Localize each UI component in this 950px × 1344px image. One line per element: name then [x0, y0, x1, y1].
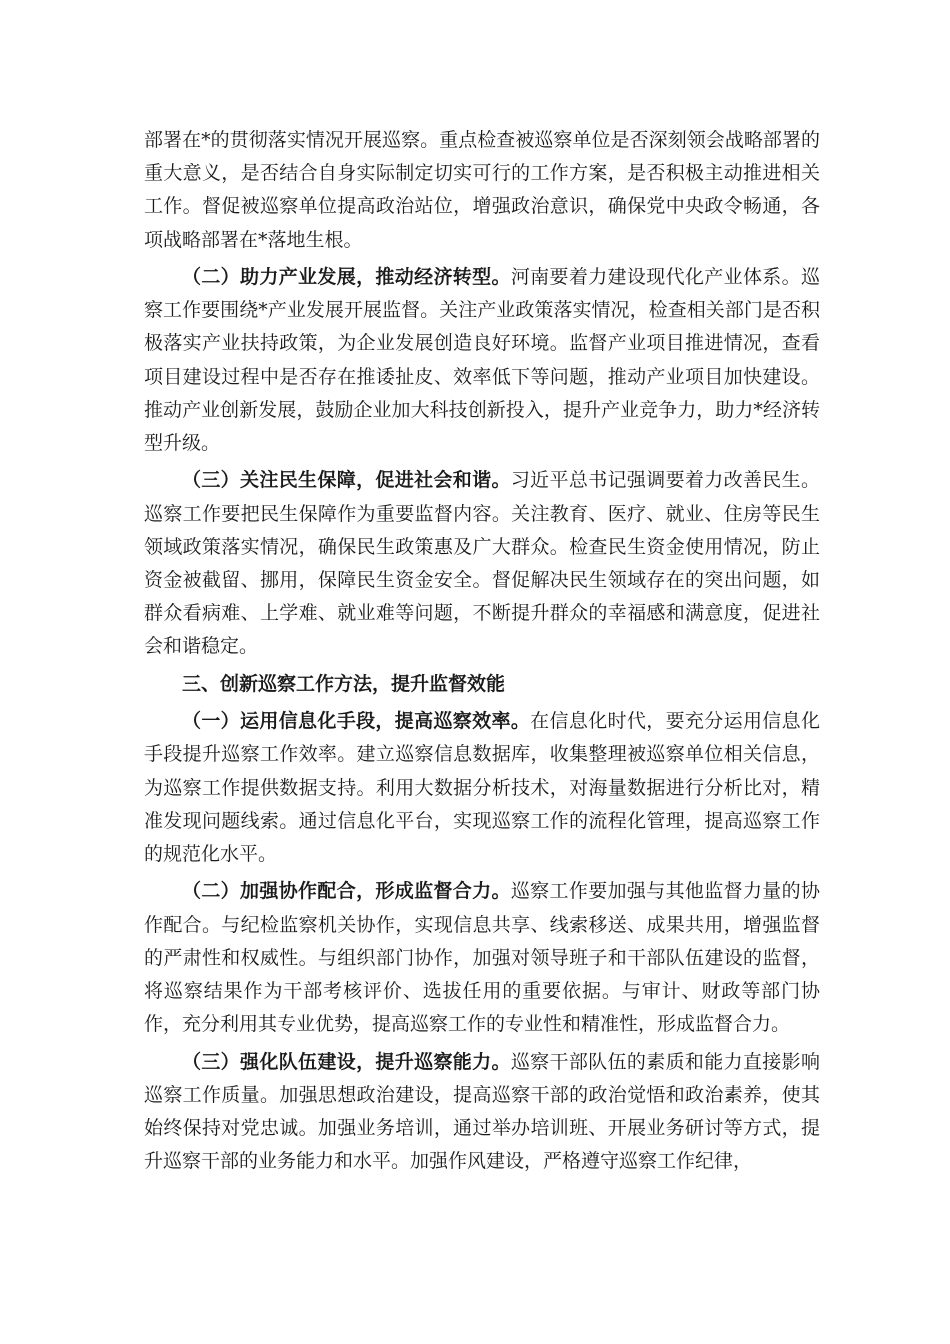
section-heading: 三、创新巡察工作方法，提升监督效能: [182, 672, 506, 695]
paragraph-industry: [144, 261, 820, 460]
paragraph-lead: （二）助力产业发展，推动经济转型。: [182, 266, 511, 288]
paragraph-text: 巡察干部队伍的素质和能力直接影响巡察工作质量。加强思想政治建设，提高巡察干部的政治觉悟和政治素养，使其始终保持对党忠诚。加强业务培训，通过举办培训班、开展业务研讨等方式，提升巡察干部的业务能力和水平。加强作风建设，严格遵守巡察工作纪律，: [144, 1050, 820, 1173]
paragraph-text: 在信息化时代，要充分运用信息化手段提升巡察工作效率。建立巡察信息数据库，收集整理被巡察单位相关信息，为巡察工作提供数据支持。利用大数据分析技术，对海量数据进行分析比对，精准发现问题线索。通过信息化平台，实现巡察工作的流程化管理，提高巡察工作的规范化水平。: [144, 710, 820, 866]
paragraph-lead: （三）关注民生保障，促进社会和谐。: [182, 469, 511, 492]
paragraph-informatization: [144, 705, 820, 871]
paragraph-text: 河南要着力建设现代化产业体系。巡察工作要围绕*产业发展开展监督。关注产业政策落实情况，检查相关部门是否积极落实产业扶持政策，为企业发展创造良好环境。监督产业项目推进情况，查看项目建设过程中是否存在推诿扯皮、效率低下等问题，推动产业项目加快建设。推动产业创新发展，鼓励企业加大科技创新投入，提升产业竞争力，助力*经济转型升级。: [144, 266, 820, 455]
paragraph-team-building: [144, 1046, 820, 1179]
paragraph-cooperation: [144, 875, 820, 1041]
paragraph-lead: （二）加强协作配合，形成监督合力。: [182, 880, 511, 903]
paragraph-livelihood: [144, 464, 820, 663]
document-page: [144, 124, 820, 1183]
paragraph-lead: （三）强化队伍建设，提升巡察能力。: [182, 1050, 511, 1073]
paragraph-text: 习近平总书记强调要着力改善民生。巡察工作要把民生保障作为重要监督内容。关注教育、医疗、就业、住房等民生领域政策落实情况，确保民生政策惠及广大群众。检查民生资金使用情况，防止资金被截留、挪用，保障民生资金安全。督促解决民生领域存在的突出问题，如群众看病难、上学难、就业难等问题，不断提升群众的幸福感和满意度，促进社会和谐稳定。: [144, 469, 820, 658]
paragraph-lead: （一）运用信息化手段，提高巡察效率。: [182, 710, 531, 733]
paragraph-continuation: [144, 124, 820, 257]
paragraph-text: 部署在*的贯彻落实情况开展巡察。重点检查被巡察单位是否深刻领会战略部署的重大意义，是否结合自身实际制定切实可行的工作方案，是否积极主动推进相关工作。督促被巡察单位提高政治站位，增强政治意识，确保党中央政令畅通，各项战略部署在*落地生根。: [144, 129, 820, 251]
paragraph-text: 巡察工作要加强与其他监督力量的协作配合。与纪检监察机关协作，实现信息共享、线索移送、成果共用，增强监督的严肃性和权威性。与组织部门协作，加强对领导班子和干部队伍建设的监督，将巡察结果作为干部考核评价、选拔任用的重要依据。与审计、财政等部门协作，充分利用其专业优势，提高巡察工作的专业性和精准性，形成监督合力。: [144, 880, 820, 1036]
